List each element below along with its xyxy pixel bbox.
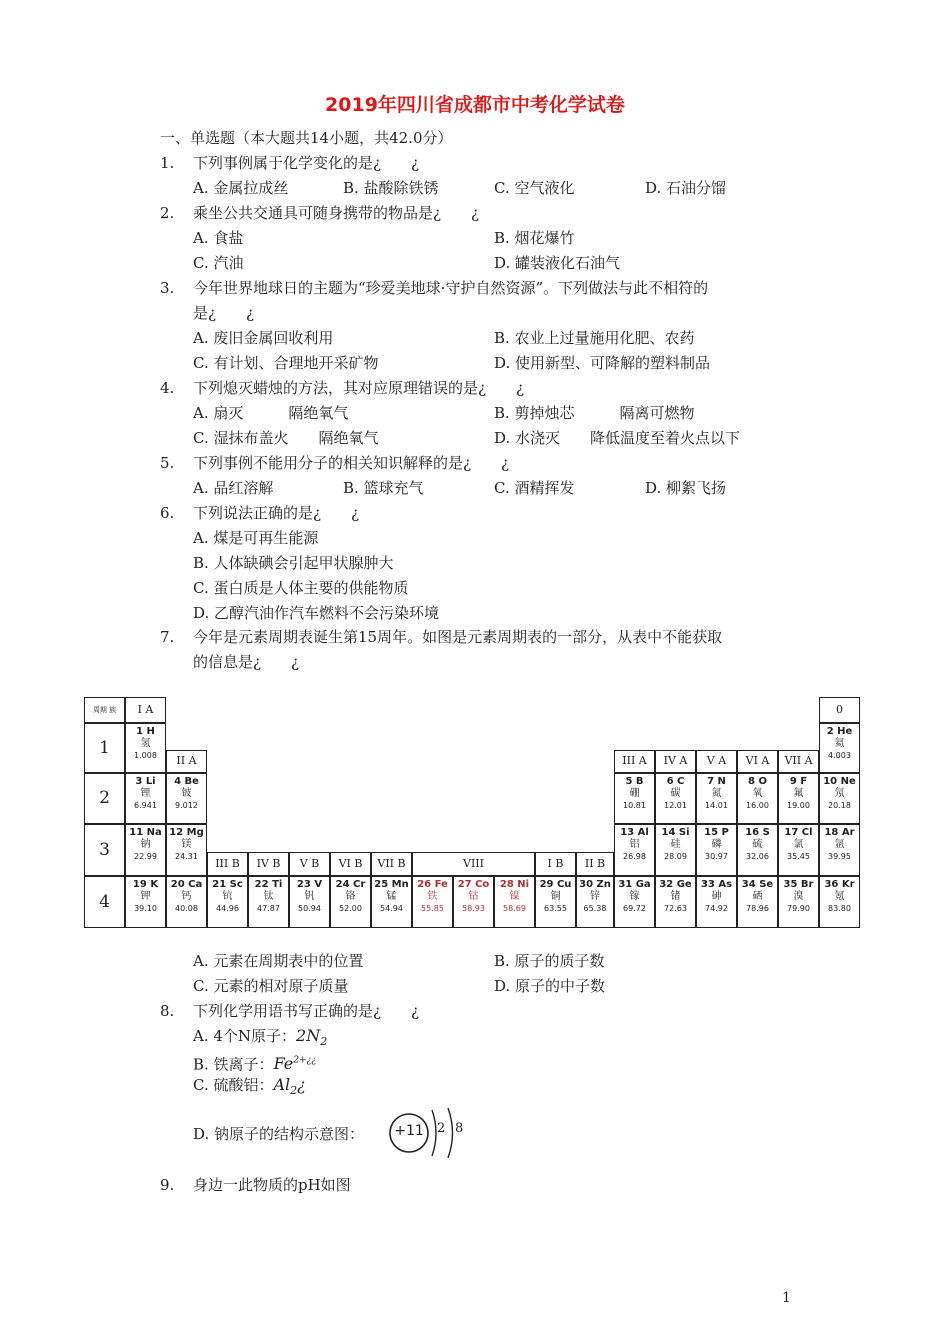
element-mass: 35.45	[787, 852, 810, 861]
nucleus-charge: +11	[394, 1123, 424, 1139]
option: A. 元素在周期表中的位置	[193, 952, 364, 970]
periodic-table	[84, 697, 864, 928]
element-cell	[576, 876, 614, 928]
element-name: 锂	[140, 788, 151, 799]
element-name: 氯	[793, 839, 804, 850]
group-header-IA: I A	[125, 697, 166, 723]
element-mass: 4.003	[828, 751, 851, 760]
element-symbol: 6 C	[666, 776, 685, 787]
element-symbol: 22 Ti	[254, 879, 283, 890]
element-symbol: 29 Cu	[539, 879, 572, 890]
element-name: 钒	[304, 891, 315, 902]
group-header-VIB: VI B	[330, 852, 371, 876]
element-mass: 47.87	[257, 904, 280, 913]
element-mass: 39.95	[828, 852, 851, 861]
element-symbol: 3 Li	[135, 776, 156, 787]
element-cell	[655, 773, 696, 824]
question-stem: 身边一此物质的pH如图	[193, 1176, 351, 1194]
electron-shell-1: 2	[437, 1121, 446, 1136]
question-stem: 下列事例不能用分子的相关知识解释的是¿ ¿	[193, 454, 510, 472]
element-mass: 58.69	[503, 904, 526, 913]
element-cell	[737, 773, 778, 824]
element-symbol: 11 Na	[129, 827, 162, 838]
element-cell	[166, 773, 207, 824]
element-mass: 19.00	[787, 801, 810, 810]
formula-2N2	[296, 1026, 328, 1049]
element-cell	[696, 876, 737, 928]
element-mass: 65.38	[583, 904, 607, 913]
element-symbol: 15 P	[704, 827, 729, 838]
element-symbol: 24 Cr	[335, 879, 366, 890]
option-label: B. 铁离子：	[193, 1055, 274, 1074]
option: D. 石油分馏	[645, 179, 727, 197]
option: A. 煤是可再生能源	[193, 529, 319, 547]
question-stem: 下列说法正确的是¿ ¿	[193, 504, 360, 522]
option: B. 原子的质子数	[494, 952, 605, 970]
element-symbol: 2 He	[826, 726, 853, 737]
option: A. 扇灭 隔绝氧气	[193, 404, 349, 422]
option: C. 空气液化	[494, 179, 575, 197]
element-name: 铝	[629, 839, 640, 850]
element-cell	[655, 824, 696, 876]
question-number: 5.	[160, 454, 175, 472]
group-header-IVA: IV A	[655, 750, 696, 773]
formula-symbol: Al	[273, 1075, 291, 1094]
element-name: 氮	[711, 788, 722, 799]
option: B. 农业上过量施用化肥、农药	[494, 329, 695, 347]
element-symbol: 30 Zn	[579, 879, 611, 890]
element-name: 镓	[629, 891, 640, 902]
option: A. 食盐	[193, 229, 244, 247]
element-cell	[371, 876, 412, 928]
question-number: 6.	[160, 504, 175, 522]
option: D. 柳絮飞扬	[645, 479, 727, 497]
element-symbol: 4 Be	[174, 776, 199, 787]
element-cell	[614, 876, 655, 928]
option: B. 盐酸除铁锈	[343, 179, 439, 197]
formula-subscript: 2	[320, 1035, 328, 1049]
group-header-IVB: IV B	[248, 852, 289, 876]
element-mass: 10.81	[623, 801, 646, 810]
group-header-VIII: VIII	[412, 852, 535, 876]
element-symbol: 18 Ar	[824, 827, 855, 838]
group-header-0: 0	[819, 697, 860, 723]
formula-superscript: 2+¿¿	[293, 1056, 317, 1066]
element-cell	[207, 876, 248, 928]
group-header-IIA: II A	[166, 750, 207, 773]
option: A. 品红溶解	[193, 479, 274, 497]
sodium-atom-diagram	[388, 1104, 468, 1164]
element-symbol: 8 O	[748, 776, 767, 787]
element-cell	[494, 876, 535, 928]
element-mass: 39.10	[134, 904, 157, 913]
element-symbol: 23 V	[296, 879, 323, 890]
formula-symbol: N	[306, 1026, 321, 1045]
question-number: 3.	[160, 279, 175, 297]
table-corner-label: 周期 族	[84, 697, 125, 723]
group-header-IIB: II B	[576, 852, 614, 876]
element-name: 钛	[263, 891, 274, 902]
element-name: 氖	[834, 788, 845, 799]
element-cell	[819, 876, 860, 928]
option-d	[193, 1124, 364, 1144]
element-symbol: 32 Ge	[659, 879, 692, 890]
element-symbol: 10 Ne	[823, 776, 856, 787]
formula-fe-ion	[274, 1054, 317, 1073]
element-name: 氟	[793, 788, 804, 799]
option: B. 人体缺碘会引起甲状腺肿大	[193, 554, 394, 572]
group-header-VIA: VI A	[737, 750, 778, 773]
element-mass: 28.09	[664, 852, 687, 861]
option-b	[193, 1051, 316, 1074]
element-mass: 12.01	[664, 801, 687, 810]
element-symbol: 21 Sc	[212, 879, 243, 890]
group-header-IIIA: III A	[614, 750, 655, 773]
element-name: 氧	[752, 788, 763, 799]
element-cell	[778, 876, 819, 928]
element-cell	[166, 824, 207, 876]
element-name: 溴	[793, 891, 804, 902]
element-mass: 22.99	[134, 852, 157, 861]
element-mass: 44.96	[216, 904, 239, 913]
formula-symbol: Fe	[273, 1054, 294, 1074]
option: D. 罐装液化石油气	[494, 254, 621, 272]
element-mass: 26.98	[623, 852, 646, 861]
element-symbol: 27 Co	[457, 879, 490, 890]
option-label: A. 4个N原子：	[193, 1027, 297, 1045]
question-number: 9.	[160, 1176, 175, 1194]
element-cell	[696, 824, 737, 876]
element-cell	[819, 824, 860, 876]
element-cell	[737, 824, 778, 876]
option-a	[193, 1026, 327, 1052]
element-name: 钪	[222, 891, 233, 902]
option: C. 有计划、合理地开采矿物	[193, 354, 379, 372]
question-stem: 乘坐公共交通具可随身携带的物品是¿ ¿	[193, 204, 480, 222]
element-mass: 32.06	[746, 852, 769, 861]
element-cell	[248, 876, 289, 928]
element-mass: 78.96	[746, 904, 769, 913]
element-name: 氪	[834, 891, 845, 902]
option: B. 剪掉烛芯 隔离可燃物	[494, 404, 695, 422]
question-number: 2.	[160, 204, 175, 222]
option-c	[193, 1075, 306, 1101]
option: B. 篮球充气	[343, 479, 424, 497]
element-cell	[535, 876, 576, 928]
formula-tail: ¿	[297, 1075, 306, 1094]
element-name: 硒	[752, 891, 763, 902]
element-symbol: 31 Ga	[618, 879, 651, 890]
element-cell	[330, 876, 371, 928]
element-symbol: 14 Si	[661, 827, 690, 838]
element-mass: 40.08	[175, 904, 198, 913]
element-cell	[696, 773, 737, 824]
element-name: 硼	[629, 788, 640, 799]
element-mass: 54.94	[380, 904, 403, 913]
section-heading: 一、单选题（本大题共14小题，共42.0分）	[160, 129, 453, 147]
electron-shell-2: 8	[455, 1121, 464, 1136]
formula-subscript: 2	[290, 1084, 298, 1098]
element-symbol: 36 Kr	[824, 879, 855, 890]
element-cell	[819, 723, 860, 773]
question-stem: 下列熄灭蜡烛的方法，其对应原理错误的是¿ ¿	[193, 379, 525, 397]
question-number: 4.	[160, 379, 175, 397]
question-stem: 下列化学用语书写正确的是¿ ¿	[193, 1002, 420, 1020]
element-mass: 20.18	[828, 801, 851, 810]
element-name: 锌	[590, 891, 600, 902]
element-symbol: 1 H	[136, 726, 155, 737]
element-symbol: 20 Ca	[170, 879, 203, 890]
element-cell	[819, 773, 860, 824]
element-cell	[778, 824, 819, 876]
element-mass: 9.012	[175, 801, 198, 810]
element-mass: 14.01	[705, 801, 728, 810]
group-header-VIIA: VII A	[778, 750, 819, 773]
element-cell	[778, 773, 819, 824]
element-symbol: 17 Cl	[784, 827, 813, 838]
group-header-VIIB: VII B	[371, 852, 412, 876]
option: D. 使用新型、可降解的塑料制品	[494, 354, 711, 372]
formula-al-sulfate	[273, 1075, 306, 1098]
element-mass: 58.93	[462, 904, 485, 913]
element-mass: 63.55	[544, 904, 567, 913]
element-name: 钾	[140, 891, 151, 902]
element-mass: 83.80	[828, 904, 851, 913]
element-cell	[737, 876, 778, 928]
element-mass: 72.63	[664, 904, 687, 913]
element-cell	[453, 876, 494, 928]
page-title: 2019年四川省成都市中考化学试卷	[325, 94, 625, 116]
element-name: 砷	[711, 891, 722, 902]
element-symbol: 13 Al	[620, 827, 649, 838]
element-mass: 74.92	[705, 904, 728, 913]
element-name: 钴	[468, 891, 479, 902]
option: D. 原子的中子数	[494, 977, 606, 995]
page-number: 1	[782, 1290, 791, 1306]
element-cell	[655, 876, 696, 928]
element-name: 镁	[181, 839, 192, 850]
element-name: 铁	[427, 891, 438, 902]
element-symbol: 26 Fe	[417, 879, 448, 890]
group-header-IIIB: III B	[207, 852, 248, 876]
element-mass: 16.00	[746, 801, 769, 810]
element-name: 磷	[711, 839, 722, 850]
question-number: 8.	[160, 1002, 175, 1020]
element-name: 氩	[834, 839, 845, 850]
element-name: 硫	[752, 839, 763, 850]
group-header-VB: V B	[289, 852, 330, 876]
element-name: 锰	[386, 891, 397, 902]
element-symbol: 28 Ni	[499, 879, 530, 890]
question-stem-cont: 是¿ ¿	[193, 304, 255, 322]
element-mass: 79.90	[787, 904, 810, 913]
element-symbol: 34 Se	[741, 879, 774, 890]
element-cell	[125, 773, 166, 824]
element-cell	[166, 876, 207, 928]
element-symbol: 33 As	[700, 879, 733, 890]
element-mass: 52.00	[339, 904, 362, 913]
group-header-IB: I B	[535, 852, 576, 876]
option: C. 元素的相对原子质量	[193, 977, 349, 995]
question-stem: 下列事例属于化学变化的是¿ ¿	[193, 154, 420, 172]
element-name: 碳	[670, 788, 681, 799]
element-symbol: 9 F	[789, 776, 808, 787]
element-name: 镍	[509, 891, 520, 902]
element-mass: 69.72	[623, 904, 646, 913]
element-name: 硅	[670, 839, 681, 850]
element-name: 铜	[550, 891, 561, 902]
element-symbol: 7 N	[707, 776, 726, 787]
option: C. 酒精挥发	[494, 479, 575, 497]
option-label: C. 硫酸铝：	[193, 1076, 274, 1094]
element-mass: 30.97	[705, 852, 728, 861]
element-cell	[289, 876, 330, 928]
question-stem: 今年是元素周期表诞生第15周年。如图是元素周期表的一部分，从表中不能获取	[193, 628, 723, 646]
element-cell	[614, 824, 655, 876]
element-symbol: 19 K	[132, 879, 159, 890]
element-mass: 55.85	[421, 904, 444, 913]
formula-coef: 2	[296, 1026, 307, 1045]
option: C. 湿抹布盖火 隔绝氧气	[193, 429, 379, 447]
element-symbol: 35 Br	[783, 879, 814, 890]
period-label: 4	[84, 876, 125, 928]
element-cell	[125, 876, 166, 928]
group-header-VA: V A	[696, 750, 737, 773]
question-number: 1.	[160, 154, 175, 172]
option-label: D. 钠原子的结构示意图：	[193, 1125, 365, 1143]
element-name: 钙	[181, 891, 192, 902]
question-number: 7.	[160, 628, 175, 646]
element-name: 钠	[140, 839, 151, 850]
option: D. 乙醇汽油作汽车燃料不会污染环境	[193, 604, 440, 622]
option: C. 蛋白质是人体主要的供能物质	[193, 579, 409, 597]
element-symbol: 16 S	[745, 827, 770, 838]
option: D. 水浇灭 降低温度至着火点以下	[494, 429, 741, 447]
option: A. 金属拉成丝	[193, 179, 289, 197]
question-stem: 今年世界地球日的主题为“珍爱美地球·守护自然资源”。下列做法与此不相符的	[193, 279, 709, 297]
option: A. 废旧金属回收利用	[193, 329, 334, 347]
element-name: 铍	[181, 788, 192, 799]
element-name: 氦	[834, 738, 845, 749]
element-mass: 6.941	[134, 801, 157, 810]
element-cell	[614, 773, 655, 824]
option: C. 汽油	[193, 254, 244, 272]
element-cell	[412, 876, 453, 928]
element-mass: 1.008	[134, 751, 157, 760]
element-cell	[125, 723, 166, 773]
element-cell	[125, 824, 166, 876]
element-name: 氢	[140, 738, 151, 749]
element-symbol: 12 Mg	[169, 827, 204, 838]
element-mass: 50.94	[298, 904, 321, 913]
element-mass: 24.31	[175, 852, 198, 861]
period-label: 3	[84, 824, 125, 876]
period-label: 2	[84, 773, 125, 824]
element-symbol: 25 Mn	[374, 879, 409, 890]
period-label: 1	[84, 723, 125, 773]
option: B. 烟花爆竹	[494, 229, 575, 247]
element-symbol: 5 B	[625, 776, 644, 787]
element-name: 铬	[345, 891, 356, 902]
element-name: 锗	[670, 891, 681, 902]
question-stem-cont: 的信息是¿ ¿	[193, 653, 300, 671]
